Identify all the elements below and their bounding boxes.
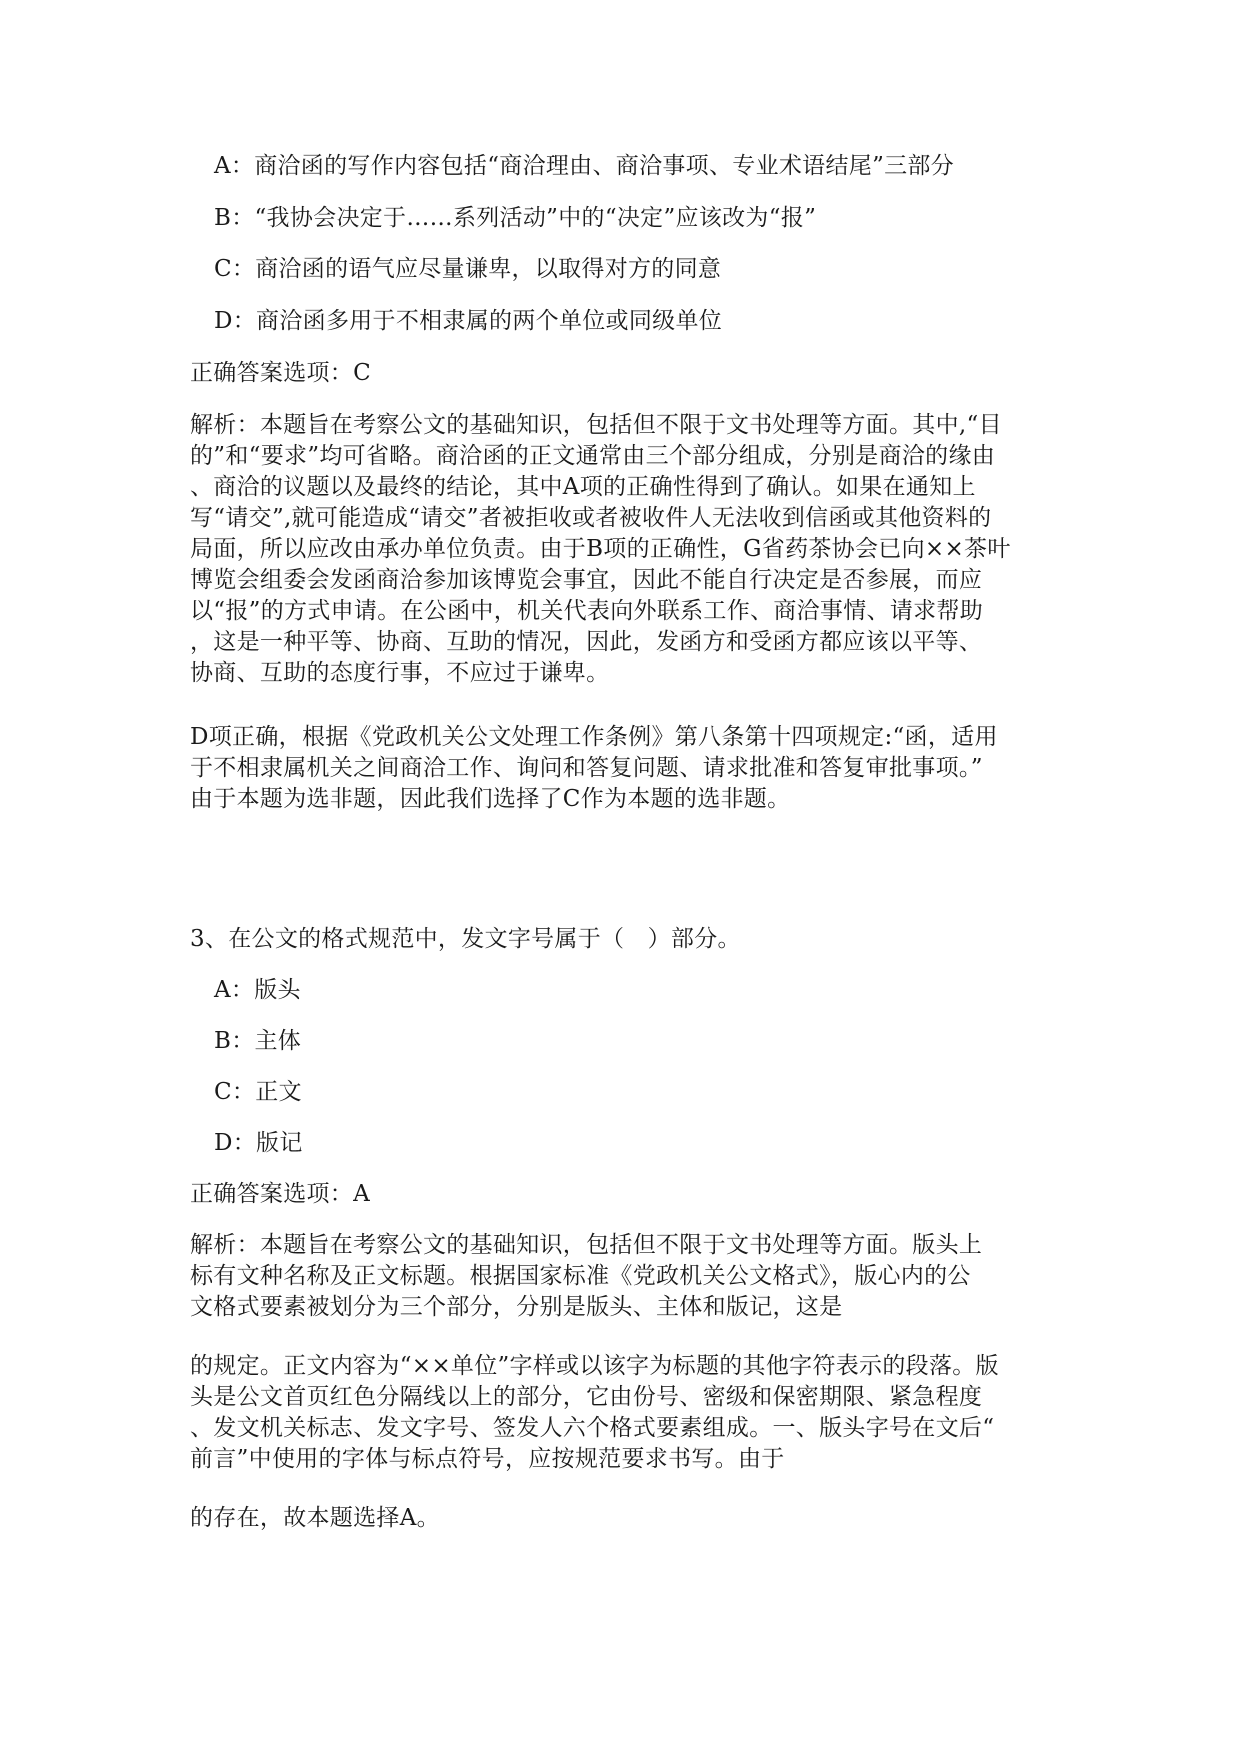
q2-option-a: A：商洽函的写作内容包括“商洽理由、商洽事项、专业术语结尾”三部分: [214, 153, 955, 179]
q3-analysis2-line: 的规定。正文内容为“××单位”字样或以该字为标题的其他字符表示的段落。版: [190, 1353, 999, 1379]
q2-analysis-line: 的”和“要求”均可省略。商洽函的正文通常由三个部分组成，分别是商洽的缘由: [190, 443, 996, 469]
q2-analysis-line: ，这是一种平等、协商、互助的情况，因此，发函方和受函方都应该以平等、: [190, 629, 983, 655]
q2-analysis2-line: 由于本题为选非题，因此我们选择了C作为本题的选非题。: [190, 786, 791, 812]
q3-analysis-line: 标有文种名称及正文标题。根据国家标准《党政机关公文格式》，版心内的公: [190, 1263, 971, 1289]
q3-analysis2-line: 、发文机关标志、发文字号、签发人六个格式要素组成。一、版头字号在文后“: [190, 1415, 995, 1441]
q3-analysis2-line: 头是公文首页红色分隔线以上的部分，它由份号、密级和保密期限、紧急程度: [190, 1384, 983, 1410]
q3-analysis-line: 解析：本题旨在考察公文的基础知识，包括但不限于文书处理等方面。版头上: [190, 1232, 983, 1258]
q2-analysis2-line: 于不相隶属机关之间商洽工作、询问和答复问题、请求批准和答复审批事项。”: [190, 755, 983, 781]
q3-analysis2-line: 前言”中使用的字体与标点符号，应按规范要求书写。由于: [190, 1446, 785, 1472]
q2-analysis-line: 、商洽的议题以及最终的结论，其中A项的正确性得到了确认。如果在通知上: [190, 474, 976, 500]
q3-option-b: B：主体: [214, 1028, 302, 1054]
q2-analysis-line: 局面，所以应改由承办单位负责。由于B项的正确性，G省药茶协会已向××茶叶: [190, 536, 1011, 562]
q3-answer: 正确答案选项：A: [190, 1181, 371, 1207]
q2-analysis-line: 协商、互助的态度行事，不应过于谦卑。: [190, 660, 610, 686]
q2-option-b: B：“我协会决定于……系列活动”中的“决定”应该改为“报”: [214, 205, 817, 231]
q2-answer: 正确答案选项：C: [190, 360, 371, 386]
q2-analysis-line: 写“请交”,就可能造成“请交”者被拒收或者被收件人无法收到信函或其他资料的: [190, 505, 992, 531]
q3-option-d: D：版记: [214, 1130, 303, 1156]
q2-option-d: D：商洽函多用于不相隶属的两个单位或同级单位: [214, 308, 723, 334]
q3-analysis-line: 文格式要素被划分为三个部分，分别是版头、主体和版记，这是: [190, 1294, 843, 1320]
q3-option-c: C：正文: [214, 1079, 302, 1105]
q3-analysis3-line: 的存在，故本题选择A。: [190, 1505, 440, 1531]
q2-option-c: C：商洽函的语气应尽量谦卑，以取得对方的同意: [214, 256, 722, 282]
q2-analysis2-line: D项正确，根据《党政机关公文处理工作条例》第八条第十四项规定:“函，适用: [190, 724, 998, 750]
q2-analysis-line: 博览会组委会发函商洽参加该博览会事宜，因此不能自行决定是否参展，而应: [190, 567, 983, 593]
q3-question: 3、在公文的格式规范中，发文字号属于（ ）部分。: [190, 926, 741, 952]
q3-option-a: A：版头: [214, 977, 301, 1003]
q2-analysis-line: 解析：本题旨在考察公文的基础知识，包括但不限于文书处理等方面。其中,“目: [190, 412, 1002, 438]
q2-analysis-line: 以“报”的方式申请。在公函中，机关代表向外联系工作、商洽事情、请求帮助: [190, 598, 984, 624]
